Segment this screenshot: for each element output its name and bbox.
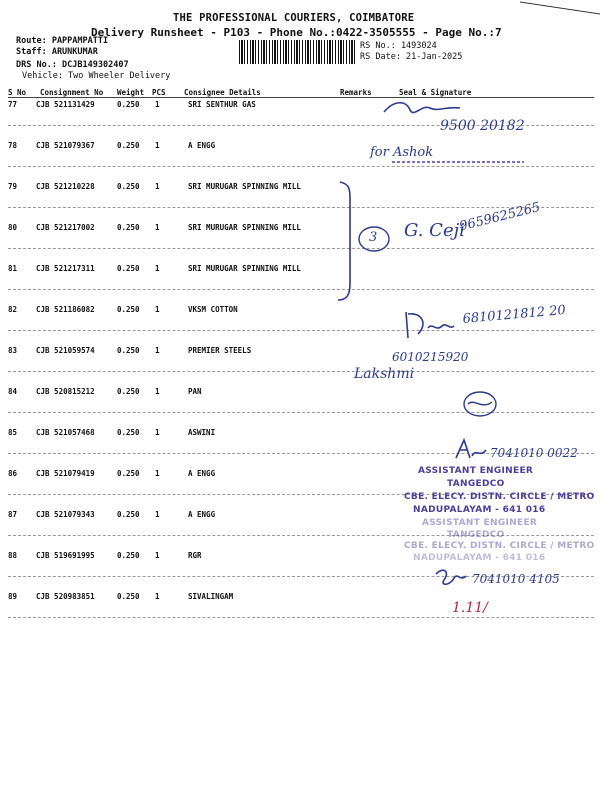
stamp-line-4: NADUPALAYAM - 641 016	[413, 505, 546, 515]
col-sno: S No	[8, 88, 27, 97]
row-pcs: 1	[155, 510, 160, 519]
row-consignment: CJB 520983851	[36, 592, 95, 601]
col-consignment: Consignment No	[40, 88, 104, 97]
row-consignment: CJB 521057468	[36, 428, 95, 437]
row-pcs: 1	[155, 469, 160, 478]
row-consignment: CJB 521217311	[36, 264, 95, 273]
rs-number: RS No.: 1493024	[360, 41, 437, 51]
col-pcs: PCS	[152, 88, 166, 97]
runsheet-subtitle: Delivery Runsheet - P103 - Phone No.:0422-3505555 - Page No.:7	[91, 26, 502, 39]
table-row	[8, 592, 592, 633]
row-consignee: PREMIER STEELS	[188, 346, 252, 355]
row-pcs: 1	[155, 387, 160, 396]
bracket-rows-79-81	[334, 180, 358, 304]
row-consignee: VKSM COTTON	[188, 305, 238, 314]
signature-row-88	[430, 564, 470, 590]
table-row	[8, 387, 592, 428]
row-separator	[8, 412, 594, 413]
handwritten-name-80: G. Ceji	[404, 220, 465, 241]
row-consignment: CJB 521210228	[36, 182, 95, 191]
table-row	[8, 264, 592, 305]
row-separator	[8, 248, 594, 249]
row-weight: 0.250	[117, 346, 140, 355]
row-sno: 87	[8, 510, 18, 519]
header-rule	[8, 97, 594, 98]
row-consignee: SRI MURUGAR SPINNING MILL	[188, 223, 301, 232]
staff-label: Staff: ARUNKUMAR	[16, 47, 98, 57]
row-consignee: SRI MURUGAR SPINNING MILL	[188, 182, 301, 191]
row-consignee: SIVALINGAM	[188, 592, 234, 601]
row-weight: 0.250	[117, 551, 140, 560]
row-consignment: CJB 521079343	[36, 510, 95, 519]
row-pcs: 1	[155, 264, 160, 273]
signature-row-86	[452, 436, 492, 462]
handwritten-phone-77: 9500 20182	[440, 118, 525, 134]
row-consignee: A ENGG	[188, 510, 216, 519]
row-pcs: 1	[155, 551, 160, 560]
company-title: THE PROFESSIONAL COURIERS, COIMBATORE	[173, 12, 415, 24]
handwritten-phone-83: 6010215920	[392, 350, 469, 364]
row-sno: 82	[8, 305, 18, 314]
signature-row-84	[460, 386, 502, 422]
row-sno: 89	[8, 592, 18, 601]
signature-row-82	[398, 306, 458, 342]
row-weight: 0.250	[117, 387, 140, 396]
handwritten-name-83: Lakshmi	[354, 366, 415, 382]
row-consignee: A ENGG	[188, 141, 216, 150]
row-consignee: RGR	[188, 551, 202, 560]
stamp-line-2: TANGEDCO	[447, 479, 505, 489]
row-weight: 0.250	[117, 264, 140, 273]
row-sno: 81	[8, 264, 18, 273]
row-weight: 0.250	[117, 592, 140, 601]
row-consignee: A ENGG	[188, 469, 216, 478]
row-pcs: 1	[155, 182, 160, 191]
row-pcs: 1	[155, 346, 160, 355]
row-sno: 84	[8, 387, 18, 396]
row-consignment: CJB 521059574	[36, 346, 95, 355]
row-consignment: CJB 519691995	[36, 551, 95, 560]
row-separator	[8, 371, 594, 372]
stamp-ghost-line-3: CBE. ELECY. DISTN. CIRCLE / METRO	[404, 541, 595, 551]
row-weight: 0.250	[117, 469, 140, 478]
rs-date: RS Date: 21-Jan-2025	[360, 52, 463, 62]
row-separator	[8, 535, 594, 536]
row-sno: 86	[8, 469, 18, 478]
row-consignee: PAN	[188, 387, 202, 396]
table-row	[8, 346, 592, 387]
row-separator	[8, 617, 594, 618]
row-weight: 0.250	[117, 141, 140, 150]
stamp-ghost-line-4: NADUPALAYAM - 641 016	[413, 553, 546, 563]
row-sno: 83	[8, 346, 18, 355]
row-sno: 80	[8, 223, 18, 232]
handwritten-phone-88: 7041010 4105	[472, 572, 560, 586]
col-weight: Weight	[117, 88, 145, 97]
stamp-ghost-line-2: TANGEDCO	[447, 530, 505, 540]
stamp-line-1: ASSISTANT ENGINEER	[418, 466, 534, 476]
row-separator	[8, 289, 594, 290]
row-weight: 0.250	[117, 182, 140, 191]
stamp-ghost-line-1: ASSISTANT ENGINEER	[422, 518, 538, 528]
row-consignee: SRI SENTHUR GAS	[188, 100, 256, 109]
row-pcs: 1	[155, 141, 160, 150]
row-pcs: 1	[155, 305, 160, 314]
row-consignment: CJB 521131429	[36, 100, 95, 109]
row-consignee: ASWINI	[188, 428, 216, 437]
handwritten-phone-82: 6810121812 20	[462, 302, 567, 327]
route-label: Route: PAPPAMPATTI	[16, 36, 109, 46]
row-weight: 0.250	[117, 100, 140, 109]
handwritten-mark-89: 1.11/	[452, 600, 488, 616]
row-pcs: 1	[155, 100, 160, 109]
row-sno: 79	[8, 182, 18, 191]
row-separator	[8, 330, 594, 331]
row-sno: 88	[8, 551, 18, 560]
drs-number: DRS No.: DCJB149302407	[16, 60, 129, 70]
handwritten-phone-86: 7041010 0022	[490, 446, 578, 460]
handwritten-count: 3	[369, 230, 378, 245]
row-consignment: CJB 521079367	[36, 141, 95, 150]
row-consignment: CJB 520815212	[36, 387, 95, 396]
row-consignment: CJB 521079419	[36, 469, 95, 478]
row-weight: 0.250	[117, 428, 140, 437]
row-pcs: 1	[155, 592, 160, 601]
table-row	[8, 223, 592, 264]
barcode	[239, 40, 355, 64]
row-sno: 85	[8, 428, 18, 437]
row-consignment: CJB 521186082	[36, 305, 95, 314]
row-weight: 0.250	[117, 510, 140, 519]
row-weight: 0.250	[117, 305, 140, 314]
scan-fold-line	[520, 0, 600, 16]
row-consignment: CJB 521217002	[36, 223, 95, 232]
row-pcs: 1	[155, 223, 160, 232]
handwritten-name-78: for Ashok	[370, 145, 434, 160]
stamp-line-3: CBE. ELECY. DISTN. CIRCLE / METRO	[404, 492, 595, 502]
row-weight: 0.250	[117, 223, 140, 232]
col-remarks: Remarks	[340, 88, 372, 97]
vehicle-label: Vehicle: Two Wheeler Delivery	[22, 71, 171, 81]
row-sno: 78	[8, 141, 18, 150]
stamp-mark-78	[388, 156, 528, 168]
handwritten-phone-80: 9659625265	[458, 199, 542, 235]
row-consignee: SRI MURUGAR SPINNING MILL	[188, 264, 301, 273]
row-sno: 77	[8, 100, 18, 109]
col-consignee: Consignee Details	[184, 88, 261, 97]
row-pcs: 1	[155, 428, 160, 437]
col-seal-signature: Seal & Signature	[399, 88, 472, 97]
